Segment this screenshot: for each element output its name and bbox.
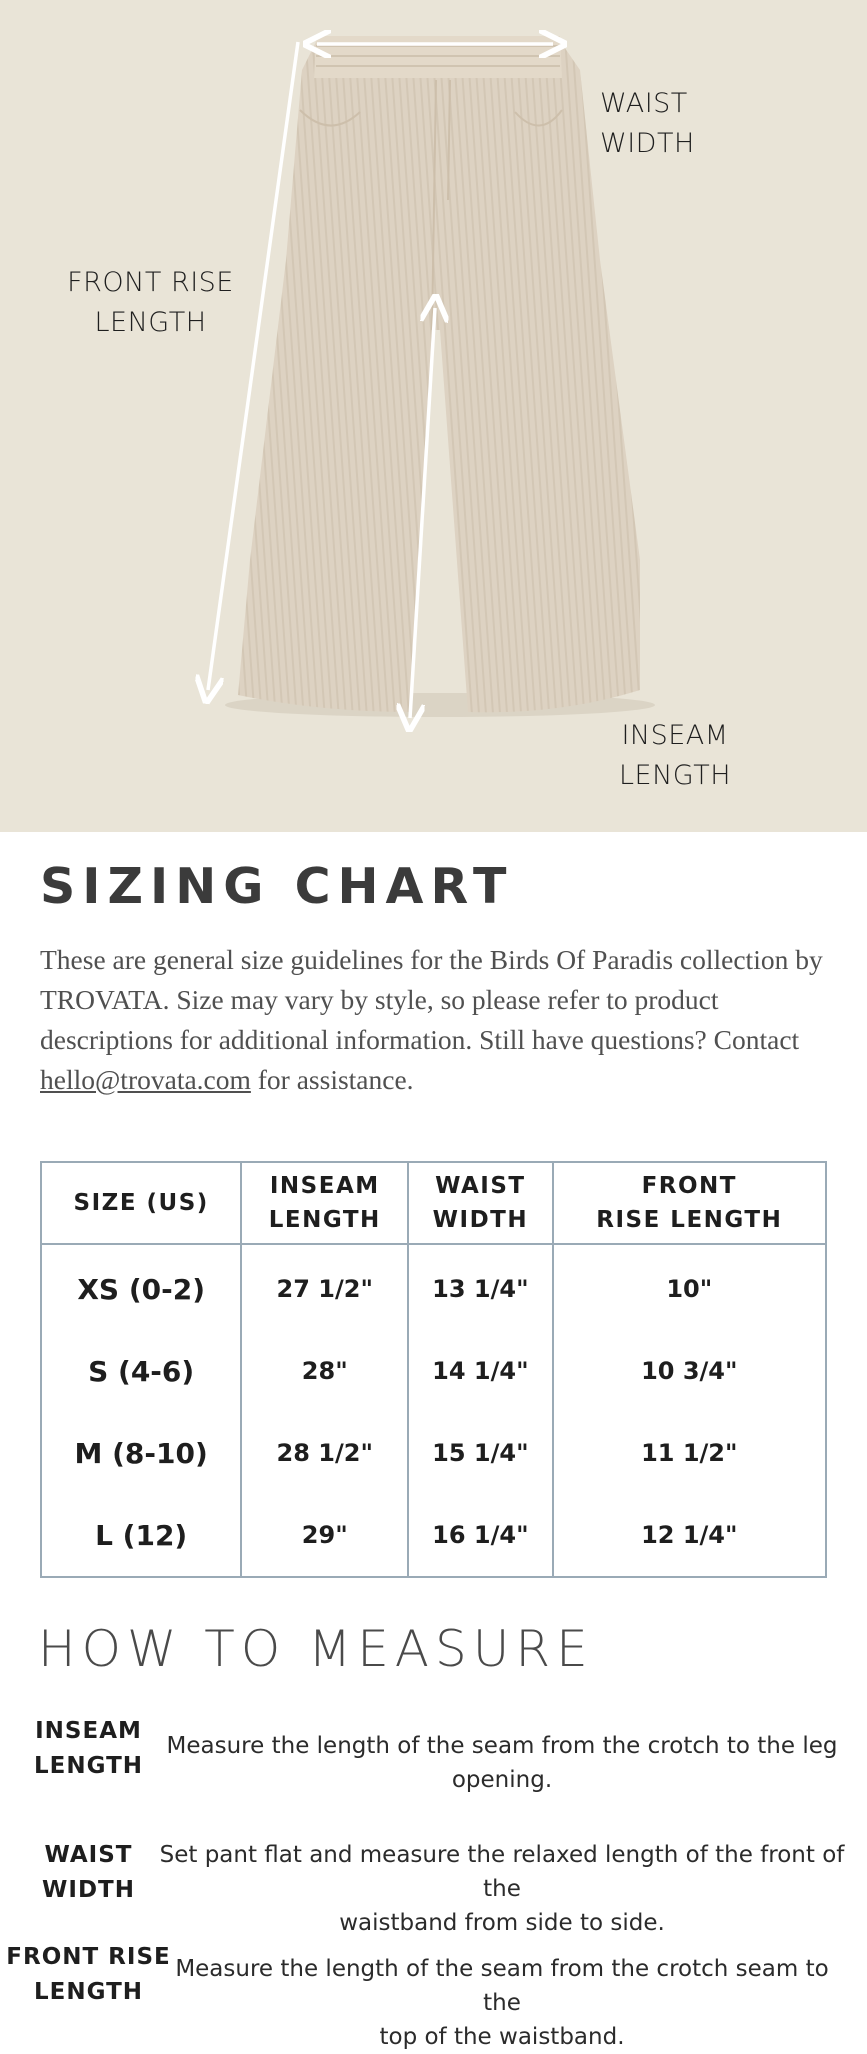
rise-label-line2: LENGTH xyxy=(94,307,207,338)
intro-suffix: for assistance. xyxy=(250,1064,414,1095)
sizing-chart-title: SIZING CHART xyxy=(40,858,514,915)
term-line2: LENGTH xyxy=(33,1979,144,2005)
term-line1: FRONT RISE xyxy=(6,1944,171,1970)
desc-line2: opening. xyxy=(451,1767,553,1793)
waist-width-label xyxy=(600,84,740,164)
intro-text: These are general size guidelines for the Birds Of Paradis collection by TROVATA. Size may vary by style, so please refer to product descriptions for additional information. Still have questions? Contact xyxy=(40,944,823,1055)
term-line2: WIDTH xyxy=(42,1877,135,1903)
front-rise-label xyxy=(48,263,253,343)
col-inseam-line2: LENGTH xyxy=(268,1207,381,1233)
desc-line1: Measure the length of the seam from the crotch seam to the xyxy=(175,1956,829,2016)
col-rise-line1: FRONT xyxy=(641,1173,737,1199)
table-row xyxy=(41,1494,826,1577)
waist-cell: 14 1/4" xyxy=(408,1330,552,1412)
measure-term xyxy=(0,1838,177,1908)
how-to-measure-title: HOW TO MEASURE xyxy=(38,1620,594,1678)
inseam-label-line1: INSEAM xyxy=(621,720,729,751)
front-rise-cell: 12 1/4" xyxy=(553,1494,826,1577)
size-cell: XS (0-2) xyxy=(41,1244,241,1330)
desc-line2: waistband from side to side. xyxy=(339,1910,665,1936)
inseam-length-label xyxy=(600,716,750,796)
table-row xyxy=(41,1244,826,1330)
desc-line2: top of the waistband. xyxy=(379,2024,625,2050)
contact-email-link[interactable]: hello@trovata.com xyxy=(40,1064,251,1095)
col-header-front-rise xyxy=(553,1162,826,1244)
inseam-cell: 28" xyxy=(241,1330,408,1412)
col-waist-line2: WIDTH xyxy=(432,1207,529,1233)
desc-line1: Measure the length of the seam from the crotch to the leg xyxy=(166,1733,838,1759)
front-rise-cell: 10" xyxy=(553,1244,826,1330)
table-row xyxy=(41,1330,826,1412)
product-diagram xyxy=(0,0,867,832)
sizing-intro xyxy=(40,940,840,1100)
desc-line1: Set pant flat and measure the relaxed length of the front of the xyxy=(159,1842,845,1902)
col-inseam-line1: INSEAM xyxy=(269,1173,380,1199)
measure-description xyxy=(157,1729,847,1797)
col-header-inseam xyxy=(241,1162,408,1244)
waist-cell: 13 1/4" xyxy=(408,1244,552,1330)
size-table xyxy=(40,1161,827,1578)
inseam-cell: 29" xyxy=(241,1494,408,1577)
size-cell: L (12) xyxy=(41,1494,241,1577)
size-cell: M (8-10) xyxy=(41,1412,241,1494)
measure-description xyxy=(157,1952,847,2054)
col-waist-line1: WAIST xyxy=(435,1173,526,1199)
col-header-size xyxy=(41,1162,241,1244)
size-cell: S (4-6) xyxy=(41,1330,241,1412)
table-row xyxy=(41,1412,826,1494)
col-rise-line2: RISE LENGTH xyxy=(596,1207,783,1233)
pants-shape xyxy=(225,36,655,717)
term-line1: WAIST xyxy=(44,1842,133,1868)
waist-label-line1: WAIST xyxy=(600,88,688,119)
rise-label-line1: FRONT RISE xyxy=(67,267,234,298)
front-rise-cell: 10 3/4" xyxy=(553,1330,826,1412)
waist-label-line2: WIDTH xyxy=(600,128,695,159)
inseam-cell: 27 1/2" xyxy=(241,1244,408,1330)
measure-term xyxy=(0,1940,177,2010)
inseam-cell: 28 1/2" xyxy=(241,1412,408,1494)
col-header-waist xyxy=(408,1162,552,1244)
front-rise-cell: 11 1/2" xyxy=(553,1412,826,1494)
measure-term xyxy=(0,1714,177,1784)
size-table-header xyxy=(41,1162,826,1244)
waist-cell: 16 1/4" xyxy=(408,1494,552,1577)
term-line2: LENGTH xyxy=(33,1753,144,1779)
waist-cell: 15 1/4" xyxy=(408,1412,552,1494)
col-size-line1: SIZE (US) xyxy=(73,1190,209,1216)
inseam-label-line2: LENGTH xyxy=(618,760,732,791)
measure-description xyxy=(157,1838,847,1940)
term-line1: INSEAM xyxy=(35,1718,142,1744)
